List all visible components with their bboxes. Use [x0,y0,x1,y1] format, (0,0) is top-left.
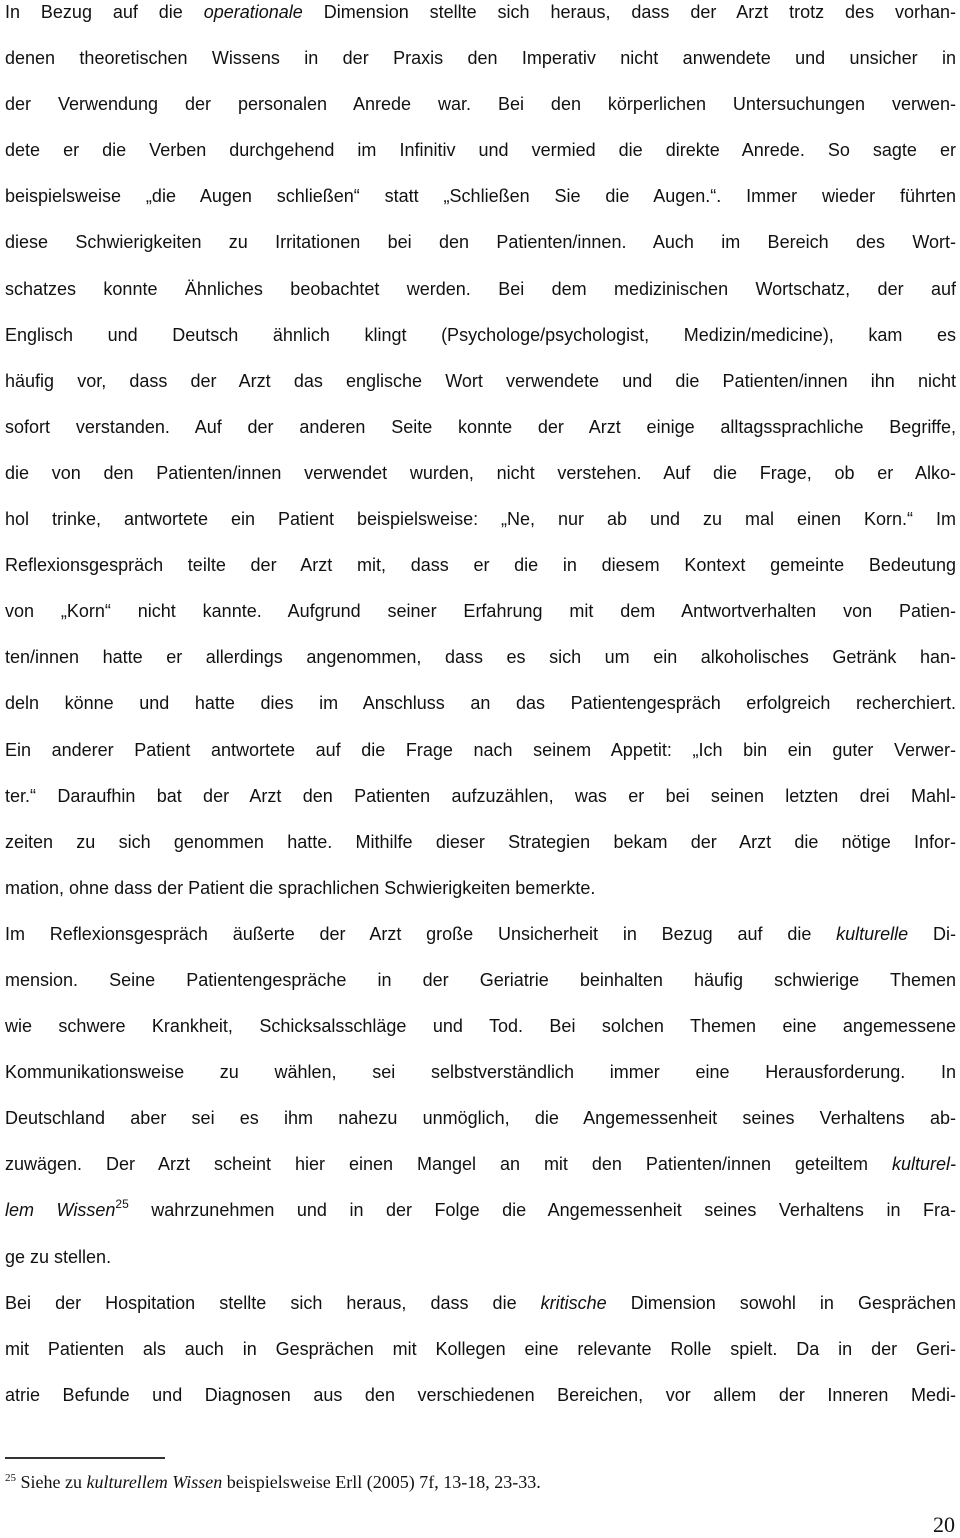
text-segment: mit Patienten als auch in Gesprächen mit Kollegen eine relevante Rolle spielt. Da in der Geri- [5,1338,956,1359]
text-line-content [5,358,956,404]
text-line-content [5,81,956,127]
text-line-content [5,266,956,312]
text-line-content [5,404,956,450]
text-line [5,1049,956,1095]
text-line [5,588,956,634]
text-line [5,865,956,911]
text-line [5,404,956,450]
text-line-content [5,1141,956,1187]
text-line-content [5,1280,956,1326]
text-line [5,1280,956,1326]
text-line [5,358,956,404]
text-line-content [5,773,956,819]
text-line [5,634,956,680]
text-segment: ter.“ Daraufhin bat der Arzt den Patienten aufzuzählen, was er bei seinen letzten drei Mahl- [5,785,956,806]
text-segment: mation, ohne dass der Patient die sprachlichen Schwierigkeiten bemerkte. [5,877,596,898]
text-line-content [5,588,956,634]
text-line-content [5,1234,111,1280]
page-number: 20 [933,1512,955,1537]
text-line-content [5,1187,956,1233]
text-line-content [5,542,956,588]
text-segment: häufig vor, dass der Arzt das englische Wort verwendete und die Patienten/innen ihn nicht [5,370,956,391]
text-segment: hol trinke, antwortete ein Patient beispielsweise: „Ne, nur ab und zu mal einen Korn.“ Im [5,509,956,530]
text-line [5,0,956,35]
text-segment: mension. Seine Patientengespräche in der Geriatrie beinhalten häufig schwierige Themen [5,969,956,990]
text-line-content [5,680,956,726]
text-segment: der Verwendung der personalen Anrede war. Bei den körperlichen Untersuchungen verwen- [5,94,956,115]
text-segment: Dimension sowohl in Gesprächen [606,1292,957,1313]
text-segment: wahrzunehmen und in der Folge die Angemessenheit seines Verhaltens in Fra- [128,1200,956,1221]
text-line [5,1095,956,1141]
text-line-content [5,173,956,219]
text-segment: Kommunikationsweise zu wählen, sei selbstverständlich immer eine Herausforderung. In [5,1062,956,1083]
text-line [5,312,956,358]
text-line-content [5,1326,956,1372]
text-line [5,542,956,588]
text-line [5,911,956,957]
text-line-content [5,450,956,496]
text-segment: sofort verstanden. Auf der anderen Seite konnte der Arzt einige alltagssprachliche Begriffe, [5,416,956,437]
footnote-text-post: beispielsweise Erll (2005) 7f, 13-18, 23-33. [222,1472,541,1492]
text-line [5,1234,956,1280]
text-line [5,81,956,127]
text-line [5,680,956,726]
text-line [5,1187,956,1233]
text-line [5,35,956,81]
text-line [5,819,956,865]
footnote-number: 25 [5,1472,16,1484]
text-line [5,1141,956,1187]
text-line [5,773,956,819]
text-line-content [5,727,956,773]
text-segment: Dimension stellte sich heraus, dass der Arzt trotz des vorhan- [302,2,956,22]
text-line-content [5,1003,956,1049]
text-line [5,1372,956,1418]
footnote-text-pre: Siehe zu [16,1472,87,1492]
emphasis-text: lem Wissen [5,1200,116,1221]
text-line-content [5,0,956,35]
text-segment: Ein anderer Patient antwortete auf die Frage nach seinem Appetit: „Ich bin ein guter Verwer- [5,739,956,760]
text-segment: ge zu stellen. [5,1246,112,1267]
text-segment: diese Schwierigkeiten zu Irritationen bei den Patienten/innen. Auch im Bereich des Wort- [5,232,956,253]
text-line [5,727,956,773]
text-segment: wie schwere Krankheit, Schicksalsschläge und Tod. Bei solchen Themen eine angemessene [5,1016,956,1037]
text-segment: Reflexionsgespräch teilte der Arzt mit, dass er die in diesem Kontext gemeinte Bedeutung [5,555,956,576]
text-line [5,173,956,219]
footnote-reference: 25 [115,1197,129,1212]
footnote [5,1472,541,1493]
text-line [5,1326,956,1372]
text-line-content [5,312,956,358]
text-segment: Englisch und Deutsch ähnlich klingt (Psychologe/psychologist, Medizin/medicine), kam es [5,324,956,345]
emphasis-text: operationale [203,2,303,22]
text-line-content [5,819,956,865]
text-segment: Bei der Hospitation stellte sich heraus, dass die [5,1292,541,1313]
text-segment: Di- [908,923,956,944]
text-line [5,127,956,173]
text-segment: Deutschland aber sei es ihm nahezu unmöglich, die Angemessenheit seines Verhaltens ab- [5,1108,956,1129]
emphasis-text: kritische [540,1292,607,1313]
text-line [5,219,956,265]
text-segment: zeiten zu sich genommen hatte. Mithilfe dieser Strategien bekam der Arzt die nötige Infor- [5,831,956,852]
text-line-content [5,957,956,1003]
text-segment: ten/innen hatte er allerdings angenommen, dass es sich um ein alkoholisches Getränk han- [5,647,956,668]
text-line-content [5,1095,956,1141]
text-line-content [5,496,956,542]
text-line [5,450,956,496]
text-line-content [5,634,956,680]
emphasis-text: kulturelle [836,923,909,944]
text-segment: zuwägen. Der Arzt scheint hier einen Mangel an mit den Patienten/innen geteiltem [5,1154,892,1175]
text-segment: In Bezug auf die [5,2,204,22]
text-line-content [5,1372,956,1418]
text-segment: Im Reflexionsgespräch äußerte der Arzt große Unsicherheit in Bezug auf die [5,923,837,944]
text-line [5,496,956,542]
text-segment: beispielsweise „die Augen schließen“ statt „Schließen Sie die Augen.“. Immer wieder führten [5,186,956,207]
text-segment: deln könne und hatte dies im Anschluss an das Patientengespräch erfolgreich recherchiert. [5,693,956,714]
text-segment: denen theoretischen Wissens in der Praxis den Imperativ nicht anwendete und unsicher in [5,48,956,69]
text-line [5,1003,956,1049]
text-line-content [5,1049,956,1095]
text-line [5,266,956,312]
text-line-content [5,35,956,81]
text-segment: atrie Befunde und Diagnosen aus den verschiedenen Bereichen, vor allem der Inneren Medi- [5,1384,956,1405]
text-line-content [5,219,956,265]
text-line-content [5,911,956,957]
text-segment: die von den Patienten/innen verwendet wurden, nicht verstehen. Auf die Frage, ob er Alko- [5,462,956,483]
text-segment: schatzes konnte Ähnliches beobachtet werden. Bei dem medizinischen Wortschatz, der auf [5,278,956,299]
body-text [5,0,956,1418]
text-line [5,957,956,1003]
text-line-content [5,865,595,911]
text-segment: von „Korn“ nicht kannte. Aufgrund seiner Erfahrung mit dem Antwortverhalten von Patien- [5,601,956,622]
text-line-content [5,127,956,173]
footnote-separator [5,1457,165,1459]
footnote-text-italic: kulturellem Wissen [86,1472,223,1492]
emphasis-text: kulturel- [891,1154,956,1175]
text-segment: dete er die Verben durchgehend im Infinitiv und vermied die direkte Anrede. So sagte er [5,140,956,161]
